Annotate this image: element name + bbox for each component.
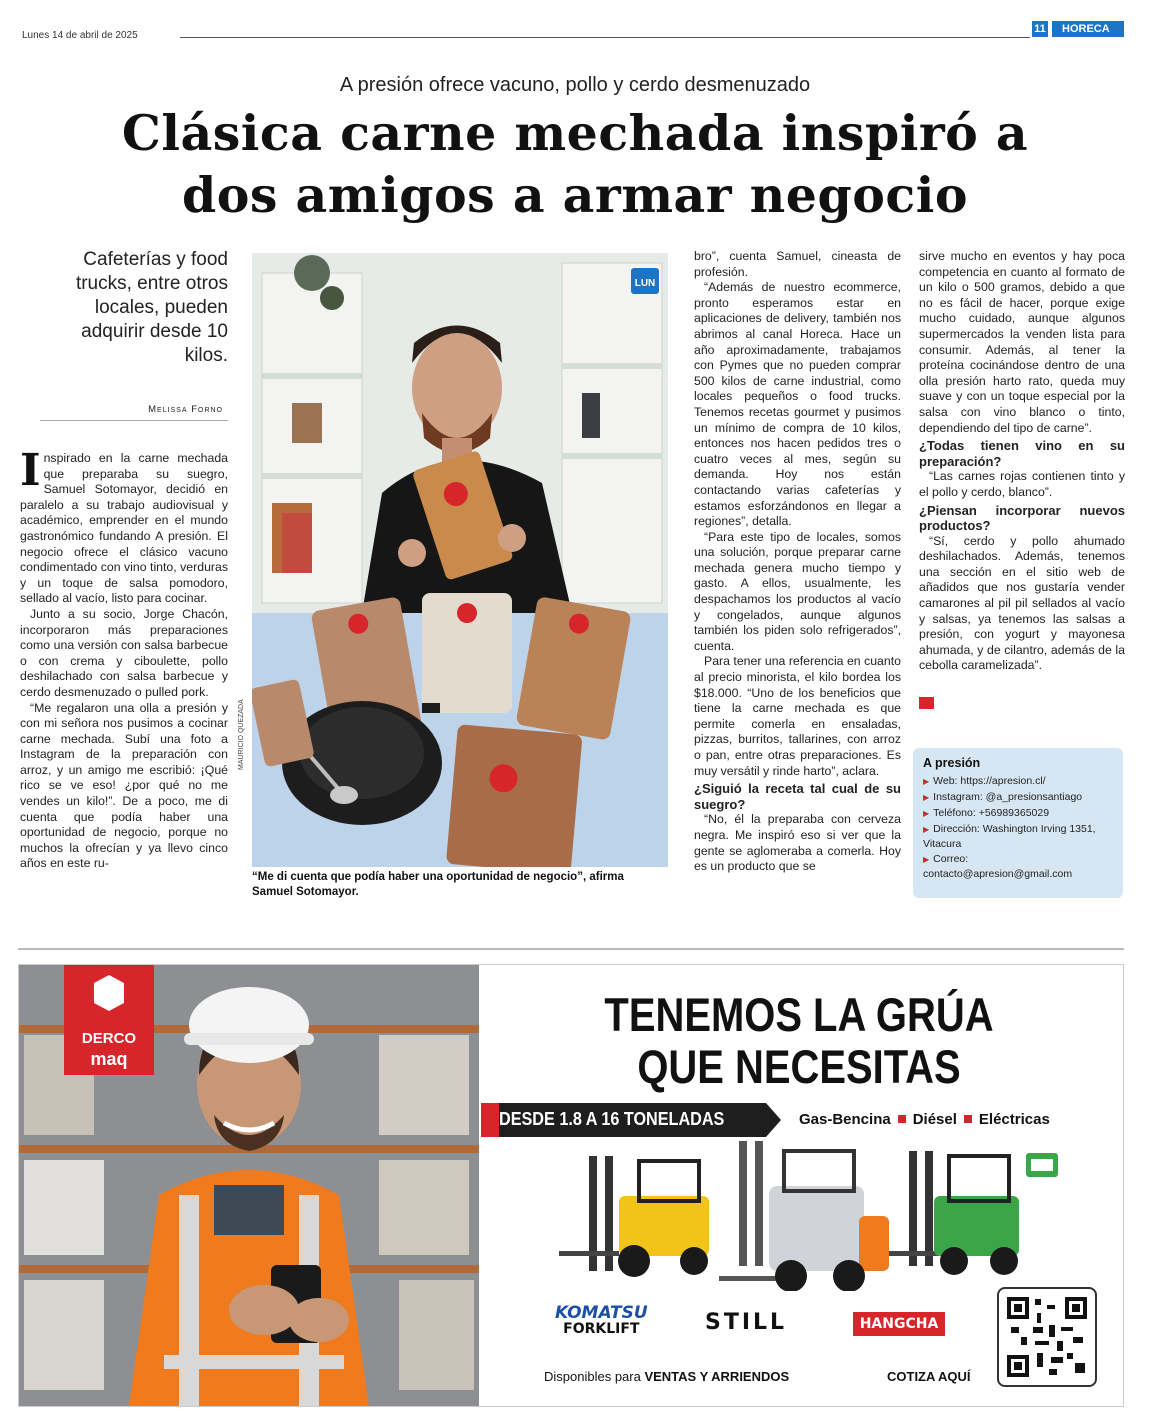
ad-range-text: DESDE 1.8 A 16 TONELADAS [499,1109,725,1129]
headline-line-2: dos amigos a armar negocio [181,166,969,224]
paragraph: “Me regalaron una olla a presión y con mi señora nos pusimos a cocinar carne mechada. Subí una foto a Instagram de la preparación con arroz, y un amigo me escribió: ¡Qué rico se ve eso! ¿por qué no me vendes un kilo!”. De a poco, me di cuenta que podía haber una oportunidad de negocio, porque no muchos la ofrecían y ya llevo cinco años en este ru- [20,700,228,871]
fuel-diesel: Diésel [912,1111,957,1128]
electric-badge-icon [1026,1153,1058,1177]
interview-question: ¿Siguió la receta tal cual de su suegro? [694,781,901,812]
arrow-icon: ▶ [923,809,930,818]
bullet-icon [964,1115,972,1123]
article-column-3 [694,249,901,875]
advertisement[interactable] [18,964,1124,1407]
arrow-icon: ▶ [923,855,930,864]
paragraph: Junto a su socio, Jorge Chacón, incorporaron más preparaciones como una versión con salsa barbecue o con crema y ciboulette, pollo deshilachado con salsa barbecue y cerdo desmenuzado o pulled pork. [20,606,228,699]
paragraph: “Las carnes rojas contienen tinto y el pollo y cerdo, blanco”. [919,469,1125,499]
info-box-title: A presión [923,756,981,770]
paragraph: “Para este tipo de locales, somos una solución, porque preparar carne mechada genera mucho tiempo y gasto. A ellos, usualmente, les despachamos los productos al vacío y congelados, aunque algunos también los piden solo refrigerados”, cuenta. [694,529,901,653]
brand-komatsu: KOMATSU FORKLIFT [555,1303,648,1337]
ad-footer: Disponibles para VENTAS Y ARRIENDOS [544,1369,790,1384]
article-column-1 [20,445,228,872]
arrow-icon: ▶ [923,825,930,834]
paragraph: bro”, cuenta Samuel, cineasta de profesión. [694,249,901,279]
fuel-electric: Eléctricas [978,1111,1050,1128]
lun-badge: LUN [634,278,656,289]
arrow-icon: ▶ [923,777,930,786]
article-photo [252,253,668,867]
dropcap: I [20,445,41,496]
end-mark-icon [919,697,934,709]
qr-code-icon[interactable] [997,1287,1097,1387]
deck: Cafeterías y food trucks, entre otros locales, pueden adquirir desde 10 kilos. [75,249,228,366]
section-tag: HORECA [1052,21,1124,37]
brand-still: STILL [705,1310,788,1335]
page-number: 11 [1032,21,1048,37]
paragraph-intro: Inspirado en la carne mechada que preparaba su suegro, Samuel Sotomayor, decidió en paralelo a su trabajo audiovisual y académico, emprender en el mundo gastronómico fundando A presión. El negocio ofrece el clásico vacuno condimentado con vino tinto, verduras y un toque de salsa pomodoro, sellado al vacío, listo para cocinar. [20,445,228,606]
ad-headline-line-2: QUE NECESITAS [637,1040,961,1093]
info-email[interactable]: ▶ Correo: contacto@apresion@gmail.com [923,853,1073,880]
ad-headline [536,989,1063,1093]
photo-caption: “Me di cuenta que podía haber una oportunidad de negocio”, afirma Samuel Sotomayor. [252,871,624,898]
info-web[interactable]: ▶ Web: https://apresion.cl/ [923,775,1046,787]
headline [40,102,1110,226]
paragraph: “Además de nuestro ecommerce, pronto esperamos estar en aplicaciones de delivery, también nos abrimos al canal Horeca. Hace un año aproximadamente, trabajamos con Pymes que no pueden comprar 500 kilos de carne industrial, como locales pequeños o food trucks. Tenemos recetas gourmet y pusimos un mínimo de compra de 10 kilos, entonces nos hacen pedidos tres o cuatro veces al mes, según su demanda. Hoy nos están contactando varias cafeterías y estamos esforzándonos en llegar a regiones”, detalla. [694,280,901,529]
kicker: A presión ofrece vacuno, pollo y cerdo desmenuzado [339,74,811,96]
bullet-icon [898,1115,906,1123]
paragraph: sirve mucho en eventos y hay poca competencia en cuanto al formato de un kilo o 500 gramos, debido a que no es fácil de hacer, porque exige mucho cuidado, aunque algunos supermercados la venden lista para consumir. Además, al tener la proteína cocinándose dentro de una olla presión harto rato, queda muy suave y con un toque especial por la salsa con vino blanco o tinto, dependiendo del tipo de carne”. [919,249,1125,435]
headline-line-1: Clásica carne mechada inspiró a [121,104,1029,162]
brand-hangcha: HANGCHA [853,1312,945,1336]
derco-logo-top: DERCO [81,1030,137,1047]
ad-photo [19,965,479,1406]
fuel-gas: Gas-Bencina [799,1111,891,1128]
photo-credit: MAURICIO QUEZADA [238,699,245,770]
byline: Melissa Forno [148,404,223,415]
info-phone[interactable]: ▶ Teléfono: +56989365029 [923,807,1050,819]
derco-logo-bottom: maq [90,1049,128,1069]
ad-headline-line-1: TENEMOS LA GRÚA [604,988,994,1041]
fuel-types [799,1111,1050,1128]
article-column-4 [919,249,1125,674]
forklifts-illustration [529,1141,1029,1291]
info-box [913,748,1123,898]
issue-date: Lunes 14 de abril de 2025 [22,30,138,41]
interview-question: ¿Todas tienen vino en su preparación? [919,438,1125,469]
paragraph: “Sí, cerdo y pollo ahumado deshilachados. Además, tenemos una sección en el sitio web de añadidos que nos gustaría vender camarones al pil pil sellados al vacío y salsas, ya tenemos las salsas a presión, con yogurt y mayonesa ahumada, y de cilantro, además de la cebolla caramelizada”. [919,533,1125,673]
info-address: ▶ Dirección: Washington Irving 1351, Vitacura [923,823,1096,850]
ad-divider [18,948,1124,950]
ad-cta[interactable]: COTIZA AQUÍ [887,1369,971,1384]
header-rule [180,37,1030,38]
byline-rule [40,420,228,421]
paragraph: Para tener una referencia en cuanto al precio minorista, el kilo bordea los $18.000. “Uno de los beneficios que tiene la carne mechada es que permite comerla en ensaladas, pizzas, burritos, tallarines, con arroz o pan, entre otras preparaciones. Es muy versátil y rinde harto”, aclara. [694,654,901,778]
arrow-icon: ▶ [923,793,930,802]
info-instagram[interactable]: ▶ Instagram: @a_presionsantiago [923,791,1083,803]
interview-question: ¿Piensan incorporar nuevos productos? [919,502,1125,534]
paragraph: “No, él la preparaba con cerveza negra. Me inspiró eso si ver que la gente se aglomeraba a comerla. Hoy es un producto que se [694,812,901,874]
